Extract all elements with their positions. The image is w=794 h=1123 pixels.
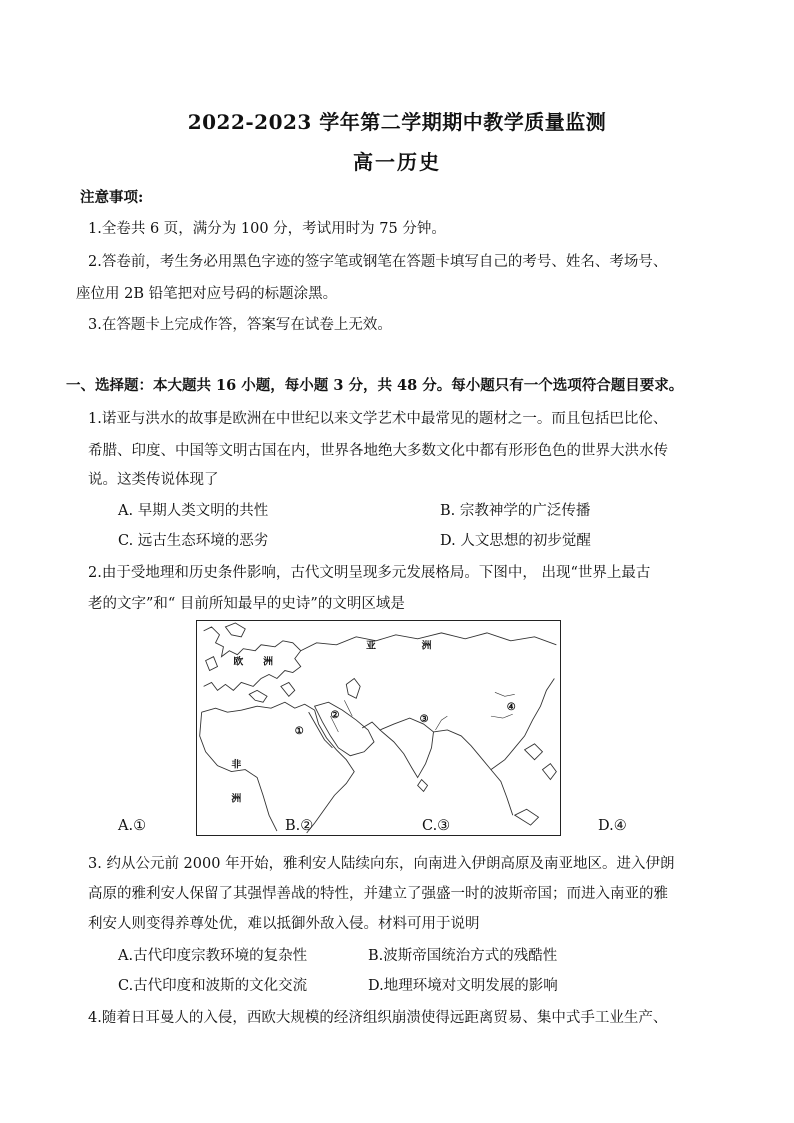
q2-option-c[interactable]: C.③ bbox=[422, 818, 451, 834]
q1-option-a[interactable]: A. 早期人类文明的共性 bbox=[118, 503, 269, 519]
q1-line-1: 1.诺亚与洪水的故事是欧洲在中世纪以来文学艺术中最常见的题材之一。而且包括巴比伦、 bbox=[88, 411, 668, 427]
label-europe-2: 洲 bbox=[263, 656, 273, 668]
label-asia-1: 亚 bbox=[366, 640, 377, 652]
label-africa-2: 洲 bbox=[231, 793, 242, 805]
q2-option-d[interactable]: D.④ bbox=[598, 818, 627, 834]
exam-subject: 高一历史 bbox=[353, 150, 441, 174]
q4-line-1: 4.随着日耳曼人的入侵，西欧大规模的经济组织崩溃使得远距离贸易、集中式手工业生产、 bbox=[88, 1010, 668, 1026]
notice-item-2-cont: 座位用 2B 铅笔把对应号码的标题涂黑。 bbox=[76, 286, 338, 302]
q1-option-d[interactable]: D. 人文思想的初步觉醒 bbox=[440, 533, 591, 549]
exam-title: 2022-2023 学年第二学期期中教学质量监测 bbox=[187, 110, 607, 134]
notice-heading: 注意事项: bbox=[80, 189, 144, 206]
q3-option-a[interactable]: A.古代印度宗教环境的复杂性 bbox=[118, 948, 308, 964]
notice-item-1: 1.全卷共 6 页，满分为 100 分，考试用时为 75 分钟。 bbox=[88, 221, 446, 237]
notice-item-2: 2.答卷前，考生务必用黑色字迹的签字笔或钢笔在答题卡填写自己的考号、姓名、考场号、 bbox=[88, 254, 668, 270]
q1-option-c[interactable]: C. 远古生态环境的恶劣 bbox=[118, 533, 269, 549]
q1-line-3: 说。这类传说体现了 bbox=[88, 472, 219, 488]
map-marker-4: ④ bbox=[506, 702, 516, 714]
q2-line-1: 2.由于受地理和历史条件影响，古代文明呈现多元发展格局。下图中， 出现“世界上最古 bbox=[88, 565, 651, 581]
section-heading: 一、选择题：本大题共 16 小题，每小题 3 分，共 48 分。每小题只有一个选项符合题目要求。 bbox=[66, 377, 684, 394]
q2-option-a[interactable]: A.① bbox=[118, 818, 147, 834]
ancient-civilizations-map bbox=[196, 620, 561, 836]
q2-line-2: 老的文字”和“ 目前所知最早的史诗”的文明区域是 bbox=[88, 596, 405, 612]
q3-line-2: 高原的雅利安人保留了其强悍善战的特性，并建立了强盛一时的波斯帝国；而进入南亚的雅 bbox=[88, 886, 668, 902]
q1-line-2: 希腊、印度、中国等文明古国在内，世界各地绝大多数文化中都有形形色色的世界大洪水传 bbox=[88, 443, 668, 459]
label-africa-1: 非 bbox=[231, 759, 242, 771]
label-asia-2: 洲 bbox=[421, 640, 432, 652]
q3-option-c[interactable]: C.古代印度和波斯的文化交流 bbox=[118, 978, 308, 994]
q3-option-d[interactable]: D.地理环境对文明发展的影响 bbox=[368, 978, 558, 994]
q3-option-b[interactable]: B.波斯帝国统治方式的残酷性 bbox=[368, 948, 558, 964]
map-marker-3: ③ bbox=[419, 714, 429, 726]
q2-option-b[interactable]: B.② bbox=[285, 818, 314, 834]
notice-item-3: 3.在答题卡上完成作答，答案写在试卷上无效。 bbox=[88, 317, 392, 333]
label-europe-1: 欧 bbox=[233, 656, 244, 668]
q3-line-1: 3. 约从公元前 2000 年开始，雅利安人陆续向东，向南进入伊朗高原及南亚地区。进入伊朗 bbox=[88, 856, 675, 872]
map-marker-1: ① bbox=[294, 725, 304, 737]
q1-option-b[interactable]: B. 宗教神学的广泛传播 bbox=[440, 503, 591, 519]
q3-line-3: 利安人则变得养尊处优，难以抵御外敌入侵。材料可用于说明 bbox=[88, 916, 480, 932]
world-outline-map bbox=[197, 621, 560, 835]
map-marker-2: ② bbox=[330, 710, 340, 722]
